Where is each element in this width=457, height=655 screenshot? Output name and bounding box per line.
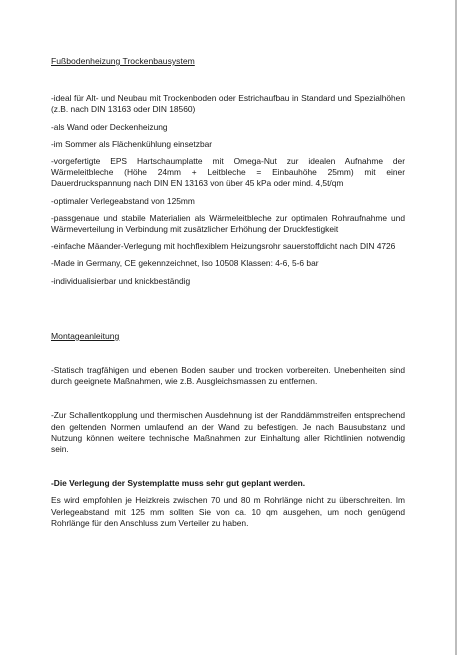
feature-item: -passgenaue und stabile Materialien als Wärmeleitbleche zur optimalen Rohraufnahme und Wärmeverteilung in Verbindung mit zusätzlicher Erhöhung der Druckfestigkeit	[51, 212, 405, 235]
feature-item: -ideal für Alt- und Neubau mit Trockenboden oder Estrichaufbau in Standard und Spezialhöhen (z.B. nach DIN 13163 oder DIN 18560)	[51, 93, 405, 115]
feature-item: -individualisierbar und knickbeständig	[51, 275, 191, 286]
feature-item: -vorgefertigte EPS Hartschaumplatte mit Omega-Nut zur idealen Aufnahme der Wärmeleitbleche (Höhe 24mm + Leitbleche = Einbauhöhe 25mm) mit einer Dauerdruckspannung nach DIN EN 13163 von über 45 kPa oder mind. 4,5t/qm	[51, 156, 405, 189]
feature-item: -Made in Germany, CE gekennzeichnet, Iso 10508 Klassen: 4-6, 5-6 bar	[51, 258, 319, 269]
installation-note-bold: -Die Verlegung der Systemplatte muss sehr gut geplant werden.	[51, 478, 306, 489]
section-heading-installation: Montageanleitung	[51, 330, 120, 341]
document-content	[51, 56, 405, 529]
installation-paragraph: Es wird empfohlen je Heizkreis zwischen 70 und 80 m Rohrlänge nicht zu überschreiten. Im Verlegeabstand mit 125 mm sollten Sie von ca. 10 qm ausgehen, um noch genügend Rohrlänge für den Anschluss zum Verteiler zu haben.	[51, 495, 405, 528]
feature-item: -einfache Mäander-Verlegung mit hochflexiblem Heizungsrohr sauerstoffdicht nach DIN 4726	[51, 241, 396, 252]
feature-item: -als Wand oder Deckenheizung	[51, 121, 168, 132]
installation-paragraph: -Statisch tragfähigen und ebenen Boden sauber und trocken vorbereiten. Unebenheiten sind durch geeignete Maßnahmen, wie z.B. Ausgleichsmassen zu entfernen.	[51, 365, 405, 387]
section-heading-floor-heating: Fußbodenheizung Trockenbausystem	[51, 56, 195, 66]
feature-item: -im Sommer als Flächenkühlung einsetzbar	[51, 138, 213, 149]
feature-item: -optimaler Verlegeabstand von 125mm	[51, 195, 195, 206]
installation-paragraph: -Zur Schallentkopplung und thermischen Ausdehnung ist der Randdämmstreifen entsprechend den geltenden Normen umlaufend an der Wand zu befestigen. Je nach Bausubstanz und Nutzung können weitere technische Maßnahmen zur Einhaltung aller Richtlinien notwendig sein.	[51, 410, 405, 455]
